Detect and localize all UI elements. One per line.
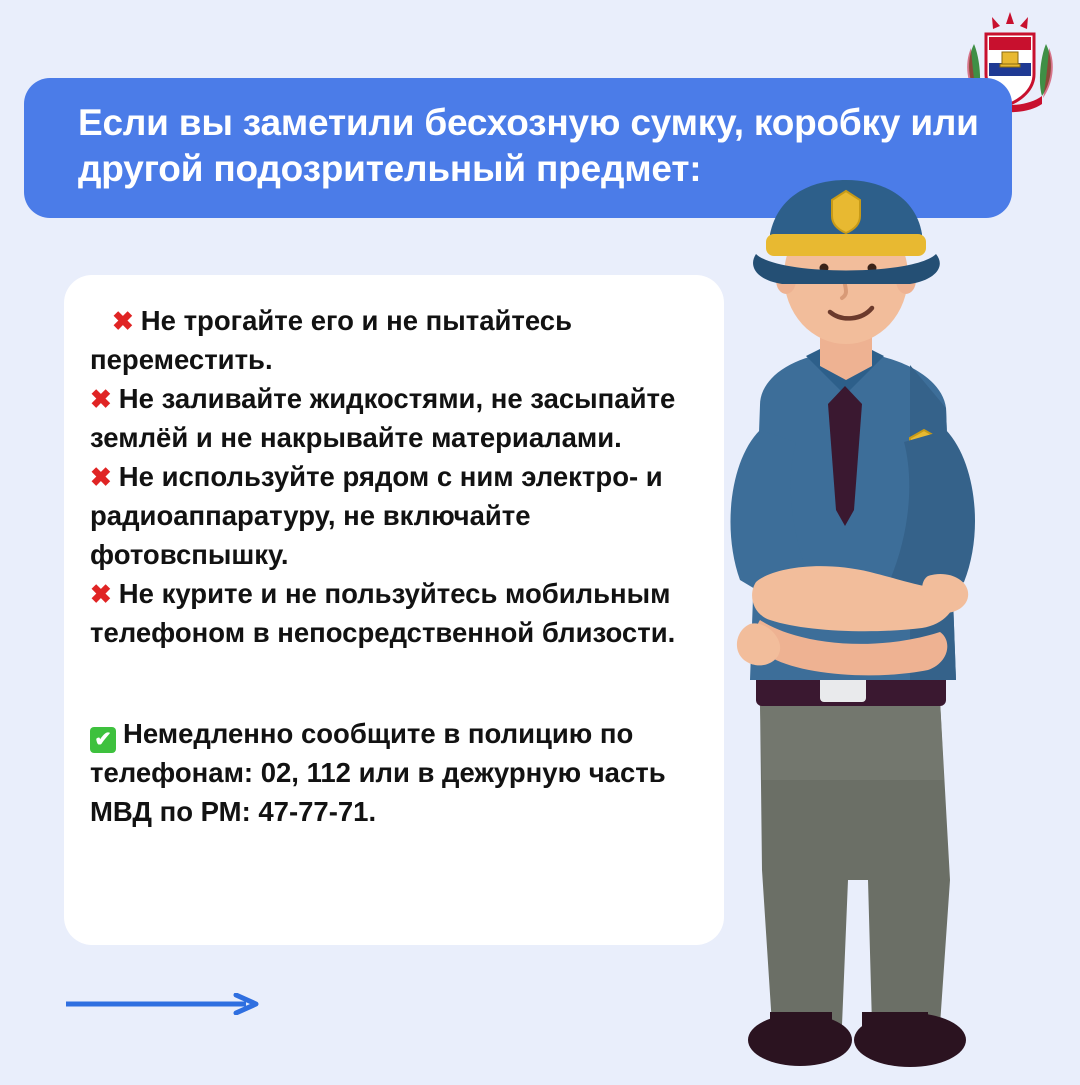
rules-list <box>90 301 698 831</box>
red-cross-mark-icon: ✖ <box>112 306 134 336</box>
red-cross-mark-icon: ✖ <box>90 462 112 493</box>
call-to-action-text: Немедленно сообщите в полицию по телефонам: 02, 112 или в дежурную часть МВД по РМ: 47-77-71. <box>90 717 666 828</box>
green-check-mark-icon: ✔ <box>90 727 116 753</box>
list-item <box>90 457 698 574</box>
divider-space <box>90 652 698 686</box>
list-item <box>90 574 698 652</box>
rule-text: Не курите и не пользуйтесь мобильным телефоном в непосредственной близости. <box>90 578 676 649</box>
red-cross-mark-icon: ✖ <box>90 384 112 415</box>
list-item <box>90 301 698 379</box>
list-item <box>90 379 698 457</box>
rule-text: Не заливайте жидкостями, не засыпайте землёй и не накрывайте материалами. <box>90 383 676 454</box>
rule-text: Не используйте рядом с ним электро- и радиоаппаратуру, не включайте фотовспышку. <box>90 461 663 571</box>
red-cross-mark-icon: ✖ <box>90 579 112 610</box>
rule-text: Не трогайте его и не пытайтесь переместить. <box>90 305 572 376</box>
police-officer-illustration <box>610 180 1080 1080</box>
header-title: Если вы заметили бесхозную сумку, коробку или другой подозрительный предмет: <box>78 102 979 189</box>
call-to-action <box>90 714 698 831</box>
next-slide-arrow[interactable] <box>64 993 269 1015</box>
